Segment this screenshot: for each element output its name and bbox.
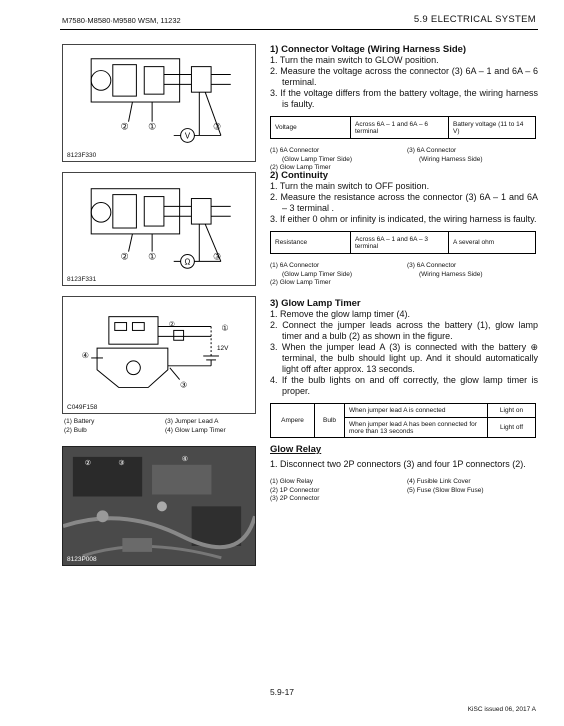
battery-voltage-label: 12V bbox=[216, 345, 229, 353]
legend-glow-lamp-timer: (4) Glow Lamp Timer bbox=[165, 426, 226, 434]
fig1-code: 8123F330 bbox=[67, 152, 97, 159]
section2-steps bbox=[270, 181, 538, 225]
figure-continuity bbox=[62, 172, 256, 286]
fig4-callout-4: ④ bbox=[181, 455, 188, 463]
legend-item: (2) 1P Connector bbox=[270, 486, 320, 494]
fig3-callout-2: ② bbox=[168, 321, 175, 329]
fig1-callout-1: ① bbox=[148, 121, 157, 132]
legend-item: (Glow Lamp Timer Side) bbox=[282, 155, 353, 163]
fig3-legend bbox=[64, 418, 260, 435]
legend-item: (1) Glow Relay bbox=[270, 478, 313, 485]
fig2-callout-2: ② bbox=[120, 251, 129, 262]
spec-condition: When jumper lead A is connected bbox=[345, 404, 488, 418]
step: 2. Connect the jumper leads across the battery (1), glow lamp timer and a bulb (2) as shown in the figure. bbox=[270, 320, 538, 341]
photo-glow-relay bbox=[62, 446, 256, 566]
legend-item: (3) 6A Connector bbox=[407, 262, 457, 269]
section-continuity bbox=[270, 170, 538, 288]
step: 3. If the voltage differs from the battery voltage, the wiring harness is faulty. bbox=[270, 88, 538, 109]
fig1-callout-2: ② bbox=[120, 121, 129, 132]
ohmmeter-symbol: Ω bbox=[184, 257, 191, 267]
legend-item: (4) Fusible Link Cover bbox=[407, 478, 471, 485]
spec-value: Light on bbox=[488, 404, 536, 418]
header-models: M7580·M8580·M9580 WSM, 11232 bbox=[62, 16, 181, 25]
legend-bulb: (2) Bulb bbox=[64, 426, 87, 434]
diagram-voltage-measurement bbox=[63, 45, 255, 161]
fig4-code: 8123P008 bbox=[67, 556, 97, 563]
spec-value: Battery voltage (11 to 14 V) bbox=[449, 117, 536, 139]
fig2-callout-3: ③ bbox=[213, 251, 221, 262]
legend-item: (2) Glow Lamp Timer bbox=[270, 164, 331, 171]
section1-steps bbox=[270, 55, 538, 110]
step: 4. If the bulb lights on and off correctly, the glow lamp timer is proper. bbox=[270, 375, 538, 396]
section2-title: 2) Continuity bbox=[270, 170, 329, 181]
legend-item: (Wiring Harness Side) bbox=[419, 270, 483, 278]
voltmeter-symbol: V bbox=[184, 131, 191, 141]
fig3-callout-4: ④ bbox=[81, 350, 89, 360]
legend-battery: (1) Battery bbox=[64, 418, 95, 425]
legend-item: (5) Fuse (Slow Blow Fuse) bbox=[407, 486, 484, 494]
section1-legend bbox=[270, 147, 538, 173]
step: 3. If either 0 ohm or infinity is indicated, the wiring harness is faulty. bbox=[270, 214, 537, 224]
section4-title: Glow Relay bbox=[270, 444, 322, 455]
legend-item: (2) Glow Lamp Timer bbox=[270, 279, 331, 286]
header-section: 5.9 ELECTRICAL SYSTEM bbox=[413, 14, 536, 25]
glow-relay-photo-illustration bbox=[63, 447, 255, 566]
section3-steps bbox=[270, 309, 538, 397]
step: 2. Measure the voltage across the connector (3) 6A – 1 and 6A – 6 terminal. bbox=[270, 66, 538, 87]
figure-connector-voltage bbox=[62, 44, 256, 162]
step: 1. Turn the main switch to OFF position. bbox=[270, 181, 430, 191]
fig3-callout-1: ① bbox=[221, 323, 229, 333]
issue-note: KiSC issued 06, 2017 A bbox=[467, 706, 536, 713]
spec-subfactor: Bulb bbox=[315, 404, 345, 438]
fig4-callout-3: ③ bbox=[118, 459, 125, 467]
resistance-spec-table bbox=[270, 231, 536, 254]
glow-lamp-timer-spec-table bbox=[270, 403, 536, 438]
spec-value: Light off bbox=[488, 418, 536, 438]
step: 1. Remove the glow lamp timer (4). bbox=[270, 309, 411, 319]
legend-jumper-lead: (3) Jumper Lead A bbox=[165, 418, 219, 425]
step: 3. When the jumper lead A (3) is connected with the battery ⊕ terminal, the bulb should light up. And it should automatically light off after approx. 13 seconds. bbox=[270, 342, 538, 374]
fig2-code: 8123F331 bbox=[67, 276, 97, 283]
section3-title: 3) Glow Lamp Timer bbox=[270, 298, 361, 309]
header-rule bbox=[60, 29, 538, 30]
spec-condition: Across 6A – 1 and 6A – 6 terminal bbox=[351, 117, 449, 139]
section4-steps bbox=[270, 459, 538, 470]
step: 2. Measure the resistance across the connector (3) 6A – 1 and 6A – 3 terminal . bbox=[270, 192, 538, 213]
spec-factor: Resistance bbox=[271, 232, 351, 254]
legend-item: (3) 6A Connector bbox=[407, 147, 457, 154]
legend-item: (3) 2P Connector bbox=[270, 495, 320, 502]
diagram-resistance-measurement bbox=[63, 173, 255, 285]
fig1-callout-3: ③ bbox=[213, 121, 221, 132]
diagram-glow-lamp-timer-test bbox=[63, 297, 255, 413]
section4-legend bbox=[270, 478, 538, 504]
spec-value: A several ohm bbox=[449, 232, 536, 254]
spec-factor: Voltage bbox=[271, 117, 351, 139]
fig2-callout-1: ① bbox=[148, 251, 157, 262]
section-glow-relay bbox=[270, 444, 538, 504]
step: 1. Disconnect two 2P connectors (3) and four 1P connectors (2). bbox=[270, 459, 526, 469]
legend-item: (1) 6A Connector bbox=[270, 147, 320, 154]
figure-glow-lamp-timer bbox=[62, 296, 256, 414]
legend-item: (1) 6A Connector bbox=[270, 262, 320, 269]
section-glow-lamp-timer bbox=[270, 298, 538, 438]
fig3-callout-3: ③ bbox=[180, 380, 188, 390]
spec-condition: Across 6A – 1 and 6A – 3 terminal bbox=[351, 232, 449, 254]
spec-factor: Ampere bbox=[271, 404, 315, 438]
fig4-callout-2: ② bbox=[84, 459, 91, 467]
spec-condition: When jumper lead A has been connected for more than 13 seconds bbox=[345, 418, 488, 438]
voltage-spec-table bbox=[270, 116, 536, 139]
page-number: 5.9-17 bbox=[269, 687, 295, 697]
section-connector-voltage bbox=[270, 44, 538, 173]
section2-legend bbox=[270, 262, 538, 288]
legend-item: (Glow Lamp Timer Side) bbox=[282, 270, 353, 278]
fig3-code: C049F158 bbox=[67, 404, 98, 411]
legend-item: (Wiring Harness Side) bbox=[419, 155, 483, 163]
section1-title: 1) Connector Voltage (Wiring Harness Side) bbox=[270, 44, 467, 55]
step: 1. Turn the main switch to GLOW position. bbox=[270, 55, 439, 65]
